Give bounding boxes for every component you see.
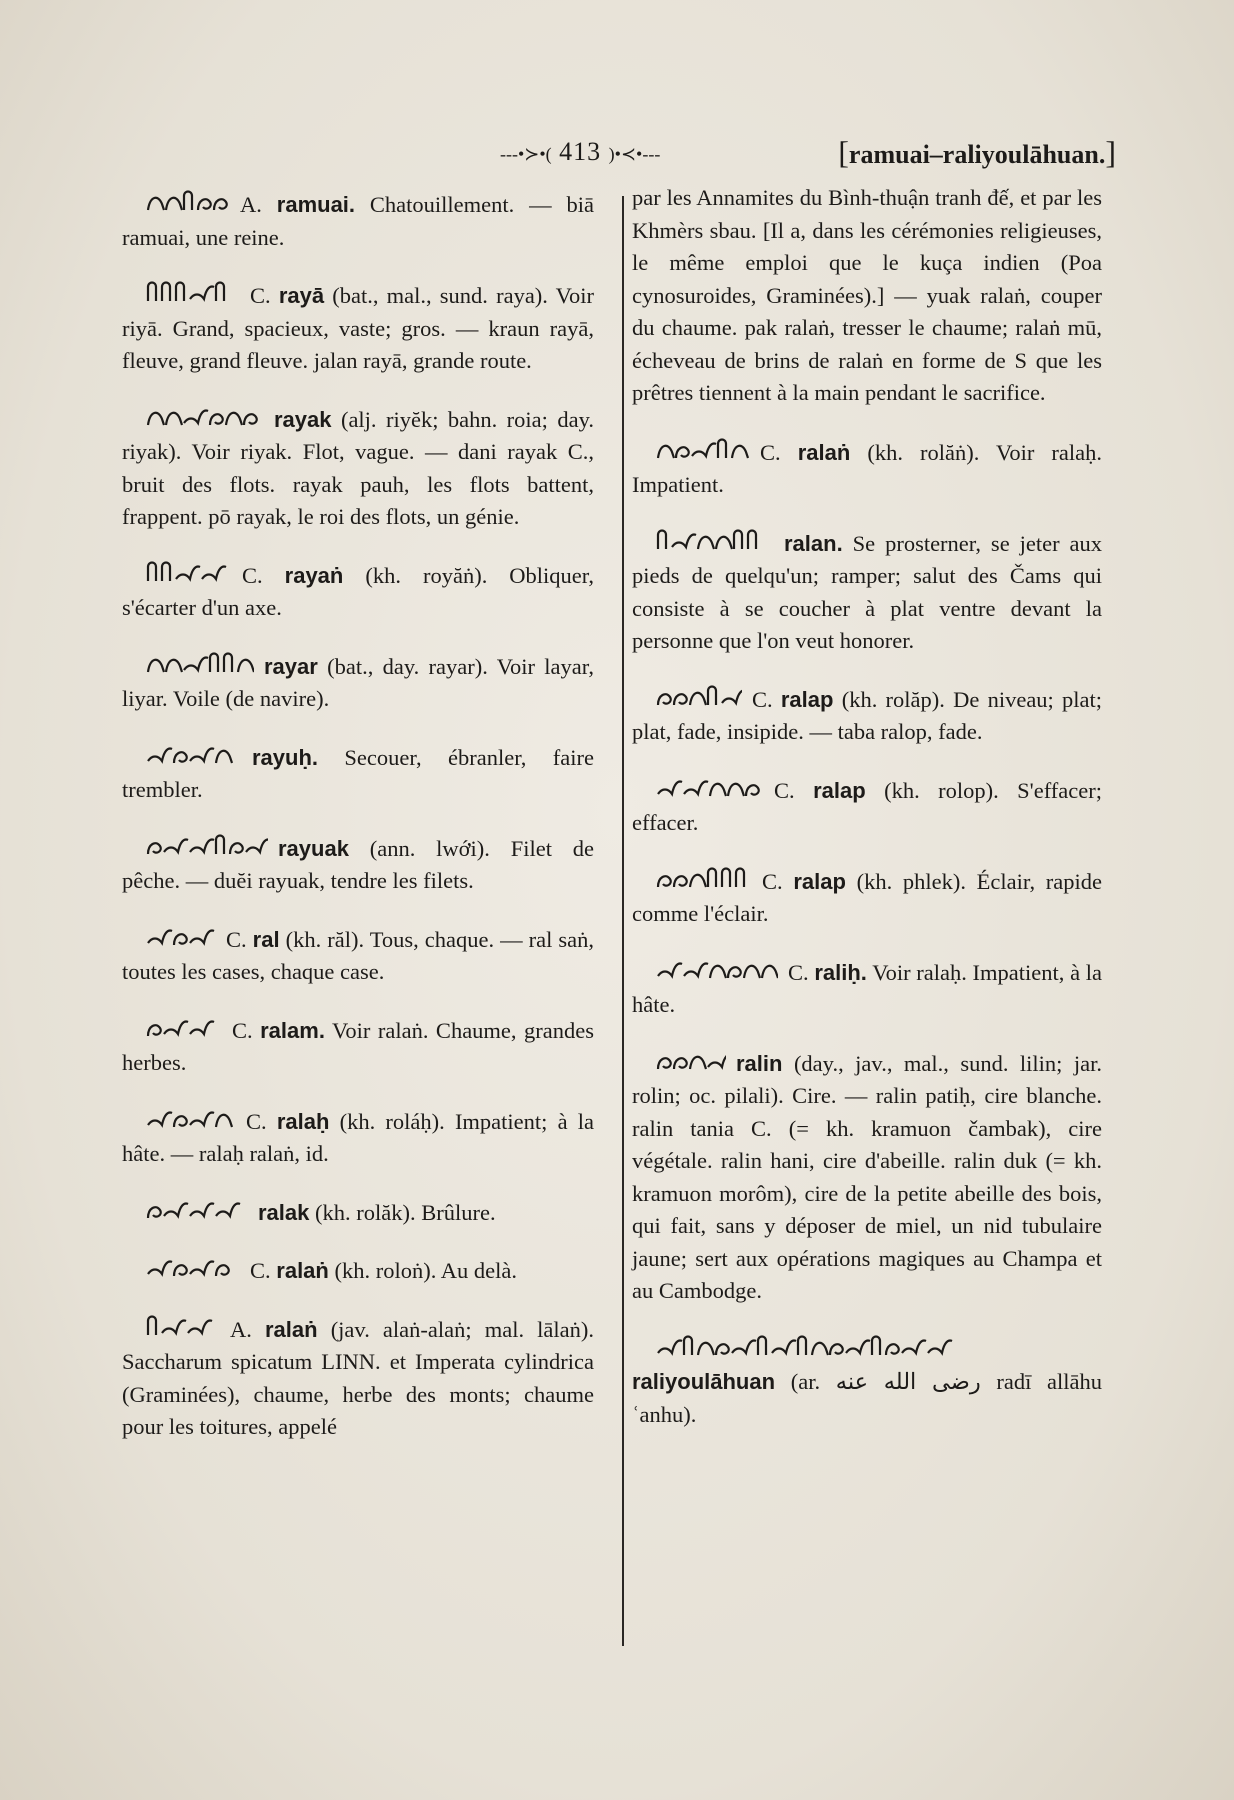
entry-headword: ralap — [793, 868, 846, 894]
entry-definition: (ar. رضى الله عنه radī allāhu ʿanhu). — [632, 1369, 1103, 1427]
cham-rayar-icon — [144, 644, 254, 678]
cham-ralan2-icon — [144, 1307, 220, 1341]
dictionary-entry — [632, 859, 1102, 931]
dictionary-entry — [122, 1190, 594, 1230]
entry-definition: Voir ralaṅ. Chaume, grandes herbes. — [122, 1017, 594, 1075]
entry-definition: (ann. lwới). Filet de pêche. — duĕi rayuak, tendre les filets. — [122, 835, 594, 893]
cham-rayuh-icon — [144, 735, 242, 769]
entry-definition: (alj. riyĕk; bahn. roia; day. riyak). Voir riyak. Flot, vague. — dani rayak C., bruit des flots. rayak pauh, les flots battent, frappent. pō rayak, le roi des flots, un génie. — [122, 406, 594, 529]
entry-source: C. — [760, 439, 781, 465]
entry-definition: Voir ralaḥ. Impatient, à la hâte. — [632, 959, 1103, 1017]
cham-ralin-icon — [654, 1041, 726, 1075]
entry-definition: (kh. rolăṅ). Voir ralaḥ. Impatient. — [632, 439, 1103, 497]
cham-rayuak-icon — [144, 826, 268, 860]
cham-ralam-icon — [144, 1008, 222, 1042]
dictionary-entry — [122, 644, 594, 716]
entry-headword: ralaḥ — [276, 1108, 330, 1134]
running-head: [ramuai–raliyoulāhuan.] — [838, 133, 1116, 170]
dictionary-entry — [632, 768, 1102, 840]
entry-source: C. — [246, 1108, 267, 1134]
cham-ralak-icon — [144, 1190, 248, 1224]
entry-headword: ralan. — [784, 530, 843, 556]
entry-source: C. — [232, 1017, 253, 1043]
dictionary-entry — [122, 735, 594, 807]
entry-definition: (jav. alaṅ-alaṅ; mal. lālaṅ). Saccharum spicatum LINN. et Imperata cylindrica (Graminées), chaume, herbe des monts; chaume pour les toitures, appelé — [122, 1316, 595, 1439]
entry-headword: raliḥ. — [814, 959, 867, 985]
entry-headword: ralap — [813, 777, 866, 803]
dictionary-entry — [122, 826, 594, 898]
entry-source: C. — [762, 868, 783, 894]
entry-headword: rayar — [264, 653, 318, 679]
entry-definition: (kh. roláḥ). Impatient; à la hâte. — ralaḥ ralaṅ, id. — [122, 1108, 595, 1166]
dictionary-entry — [122, 182, 594, 254]
entry-definition: (kh. răl). Tous, chaque. — ral saṅ, toutes les cases, chaque case. — [122, 926, 595, 984]
entry-headword: ralaṅ — [264, 1316, 318, 1342]
cham-rayak-icon — [144, 397, 264, 431]
dictionary-entry — [632, 1327, 1102, 1432]
left-column — [122, 182, 594, 1463]
entry-headword: ralaṅ — [797, 439, 851, 465]
dictionary-entry — [632, 677, 1102, 749]
right-column — [632, 182, 1102, 1450]
cham-ramuai-icon — [144, 182, 230, 216]
cham-ralah-icon — [144, 1099, 236, 1133]
entry-definition: Se prosterner, se jeter aux pieds de quelqu'un; ramper; salut des Čams qui consiste à se coucher à plat ventre devant la personne que l'on veut honorer. — [632, 530, 1102, 653]
entry-source: C. — [242, 562, 263, 588]
cham-ralih-icon — [654, 950, 778, 984]
entry-source: C. — [788, 959, 809, 985]
page-header — [500, 130, 1116, 174]
dictionary-entry — [122, 1248, 594, 1288]
cham-ralan4-icon — [654, 521, 774, 555]
entry-definition: (kh. roloṅ). Au delà. — [334, 1258, 517, 1283]
entry-headword: ralam. — [260, 1017, 325, 1043]
dictionary-entry — [632, 1041, 1102, 1308]
entry-source: C. — [250, 283, 271, 308]
entry-headword: ramuai. — [276, 192, 356, 217]
entry-headword: ralaṅ — [276, 1258, 329, 1283]
cham-rayan-icon — [144, 553, 232, 587]
dictionary-entry — [632, 521, 1102, 658]
ornament-left-icon: ---•≻•( — [500, 144, 552, 164]
dictionary-entry — [122, 1099, 594, 1171]
cham-ralap2-icon — [654, 768, 764, 802]
ornament-right-icon: )•≺•--- — [608, 144, 661, 164]
cham-ralap-icon — [654, 677, 742, 711]
dictionary-entry — [632, 430, 1102, 502]
entry-source: C. — [774, 777, 795, 803]
cham-raliyoulahuan-icon — [654, 1327, 954, 1361]
entry-headword: raliyoulāhuan — [632, 1369, 776, 1394]
entry-definition: par les Annamites du Bình-thuận tranh đế, et par les Khmèrs sbau. [Il a, dans les cérémonies religieuses, le même emploi que le kuça indien (Poa cynosuroides, Graminées).] — yuak ralaṅ, couper du chaume. pak ralaṅ, tresser le chaume; ralaṅ mū, écheveau de brins de ralaṅ en forme de S que les prêtres tiennent à la main pendant le sacrifice. — [632, 185, 1102, 405]
dictionary-entry — [122, 397, 594, 534]
entry-headword: rayā — [278, 283, 325, 308]
cham-ralan-icon — [144, 1248, 240, 1282]
entry-source: C. — [250, 1258, 271, 1283]
entry-definition: (kh. rolăp). De niveau; plat; plat, fade, insipide. — taba ralop, fade. — [632, 686, 1103, 744]
entry-headword: rayuḥ. — [252, 744, 319, 770]
column-divider — [622, 196, 624, 1646]
entry-headword: rayaṅ — [284, 562, 344, 588]
entry-definition: (kh. rolăk). Brûlure. — [315, 1199, 496, 1225]
entry-headword: ralin — [736, 1050, 783, 1076]
entry-definition: (day., jav., mal., sund. lilin; jar. rolin; oc. pilali). Cire. — ralin patiḥ, cire blanche. ralin tania C. (= kh. kramuon čambak), cire végétale. ralin hani, cire d'abeille. ralin duk (= kh. kramuon morôm), cire de la petite abeille des bois, qui fait, sans y déposer de miel, un nid tubulaire jaune; sert aux opérations magiques au Champa et au Cambodge. — [632, 1050, 1103, 1303]
entry-headword: ral — [252, 926, 280, 952]
cham-ralap3-icon — [654, 859, 752, 893]
entry-definition: (kh. royăṅ). Obliquer, s'écarter d'un axe. — [122, 562, 595, 620]
dictionary-entry — [122, 273, 594, 378]
dictionary-entry — [122, 1307, 594, 1444]
page-number: ---•≻•( 413 )•≺•--- — [500, 137, 661, 166]
dictionary-entry — [632, 182, 1102, 410]
entry-source: C. — [752, 686, 773, 712]
cham-ralan3-icon — [654, 430, 750, 464]
entry-definition: (kh. rolop). S'effacer; effacer. — [632, 777, 1102, 835]
entry-source: A. — [230, 1316, 252, 1342]
dictionary-entry — [632, 950, 1102, 1022]
dictionary-entry — [122, 1008, 594, 1080]
entry-headword: ralap — [780, 686, 834, 712]
entry-definition: Secouer, ébranler, faire trembler. — [122, 744, 595, 802]
entry-definition: Chatouillement. — biā ramuai, une reine. — [122, 192, 595, 250]
entry-source: C. — [226, 926, 247, 952]
entry-definition: (kh. phlek). Éclair, rapide comme l'éclair. — [632, 868, 1103, 926]
entry-definition: (bat., day. rayar). Voir layar, liyar. Voile (de navire). — [122, 653, 594, 711]
entry-definition: (bat., mal., sund. raya). Voir riyā. Grand, spacieux, vaste; gros. — kraun rayā, fleuve, grand fleuve. jalan rayā, grande route. — [122, 283, 595, 373]
dictionary-entry — [122, 917, 594, 989]
cham-ral-icon — [144, 917, 216, 951]
entry-headword: rayuak — [278, 835, 349, 861]
entry-headword: rayak — [274, 406, 332, 432]
cham-raya-icon — [144, 273, 240, 307]
entry-headword: ralak — [258, 1199, 310, 1225]
entry-source: A. — [240, 192, 262, 217]
dictionary-entry — [122, 553, 594, 625]
